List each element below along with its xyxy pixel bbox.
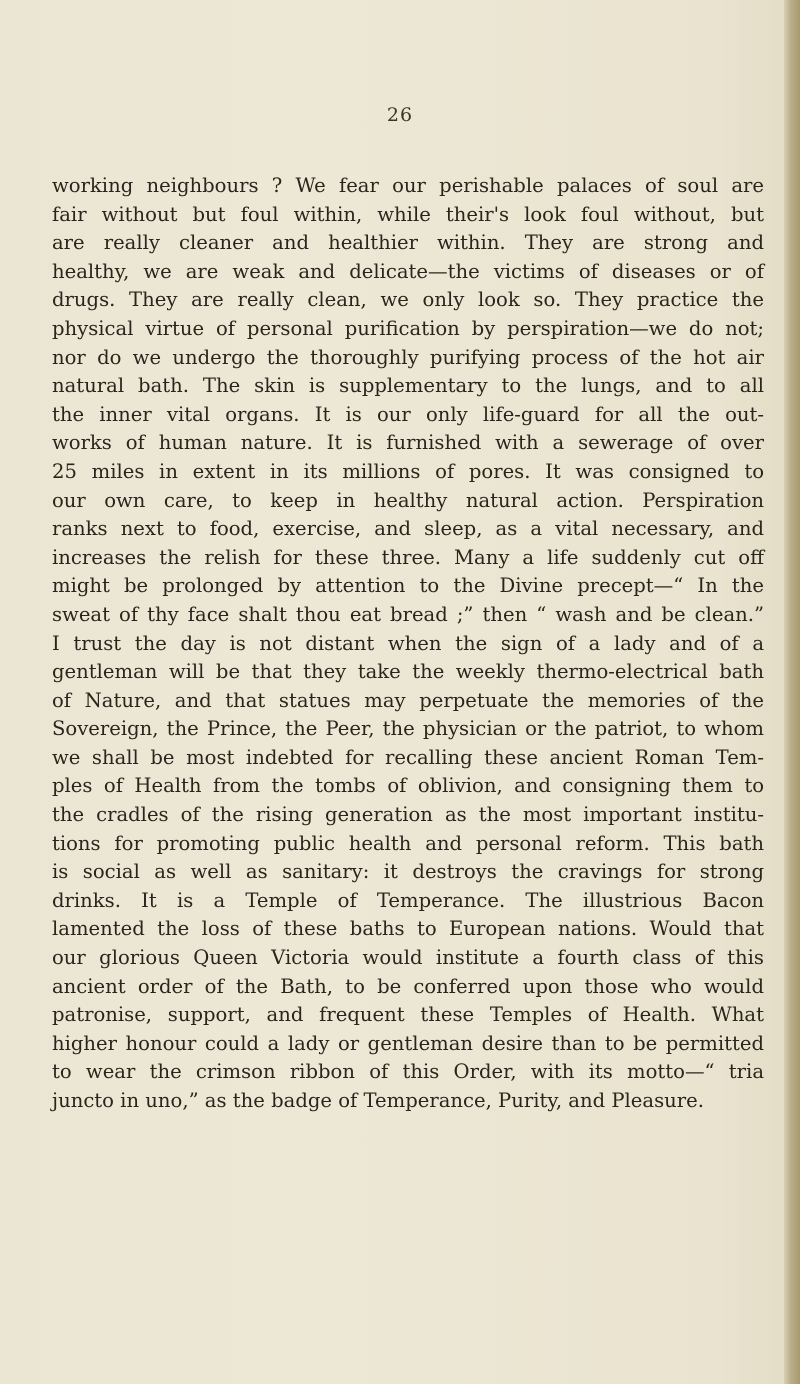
text-line: of Nature, and that statues may perpetuate the memories of the [52,688,764,712]
text-line: Sovereign, the Prince, the Peer, the physician or the patriot, to whom [52,717,764,741]
text-line: nor do we undergo the thoroughly purifying process of the hot air [52,345,764,369]
text-line: drugs. They are really clean, we only look so. They practice the [52,288,764,312]
text-line: healthy, we are weak and delicate—the victims of diseases or of [52,259,764,283]
text-line: fair without but foul within, while their's look foul without, but [52,202,764,226]
text-line: ples of Health from the tombs of oblivion, and consigning them to [52,774,764,798]
text-line: 25 miles in extent in its millions of pores. It was consigned to [52,459,764,483]
text-line: ancient order of the Bath, to be conferred upon those who would [52,974,764,998]
text-line: is social as well as sanitary: it destroys the cravings for strong [52,860,764,884]
body-text [52,172,764,1116]
text-line: the inner vital organs. It is our only life-guard for all the out- [52,402,764,426]
text-line: our glorious Queen Victoria would institute a fourth class of this [52,946,764,970]
text-line: physical virtue of personal purification by perspiration—we do not; [52,316,764,340]
text-line: I trust the day is not distant when the sign of a lady and of a [52,631,764,655]
page-number: 26 [386,104,414,126]
text-line: tions for promoting public health and personal reform. This bath [52,831,764,855]
text-line: patronise, support, and frequent these Temples of Health. What [52,1003,764,1027]
text-line: are really cleaner and healthier within. They are strong and [52,231,764,255]
text-line: sweat of thy face shalt thou eat bread ;” then “ wash and be clean.” [52,602,764,626]
text-line: natural bath. The skin is supplementary to the lungs, and to all [52,374,764,398]
text-line: higher honour could a lady or gentleman desire than to be permitted [52,1031,764,1055]
text-line: drinks. It is a Temple of Temperance. The illustrious Bacon [52,888,764,912]
text-line: increases the relish for these three. Many a life suddenly cut off [52,545,764,569]
text-line: juncto in uno,” as the badge of Temperance, Purity, and Pleasure. [52,1089,704,1112]
text-line: lamented the loss of these baths to European nations. Would that [52,917,764,941]
text-line: gentleman will be that they take the weekly thermo-electrical bath [52,660,764,684]
text-line: the cradles of the rising generation as the most important institu- [52,803,764,827]
text-line: we shall be most indebted for recalling these ancient Roman Tem- [52,745,764,769]
text-line: to wear the crimson ribbon of this Order, with its motto—“ tria [52,1060,764,1084]
text-line: might be prolonged by attention to the Divine precept—“ In the [52,574,764,598]
text-line: working neighbours ? We fear our perishable palaces of soul are [52,174,764,197]
text-line: works of human nature. It is furnished with a sewerage of over [52,431,764,455]
text-line: ranks next to food, exercise, and sleep, as a vital necessary, and [52,517,764,541]
text-line: our own care, to keep in healthy natural action. Perspiration [52,488,764,512]
page-binding-edge [784,0,800,1384]
